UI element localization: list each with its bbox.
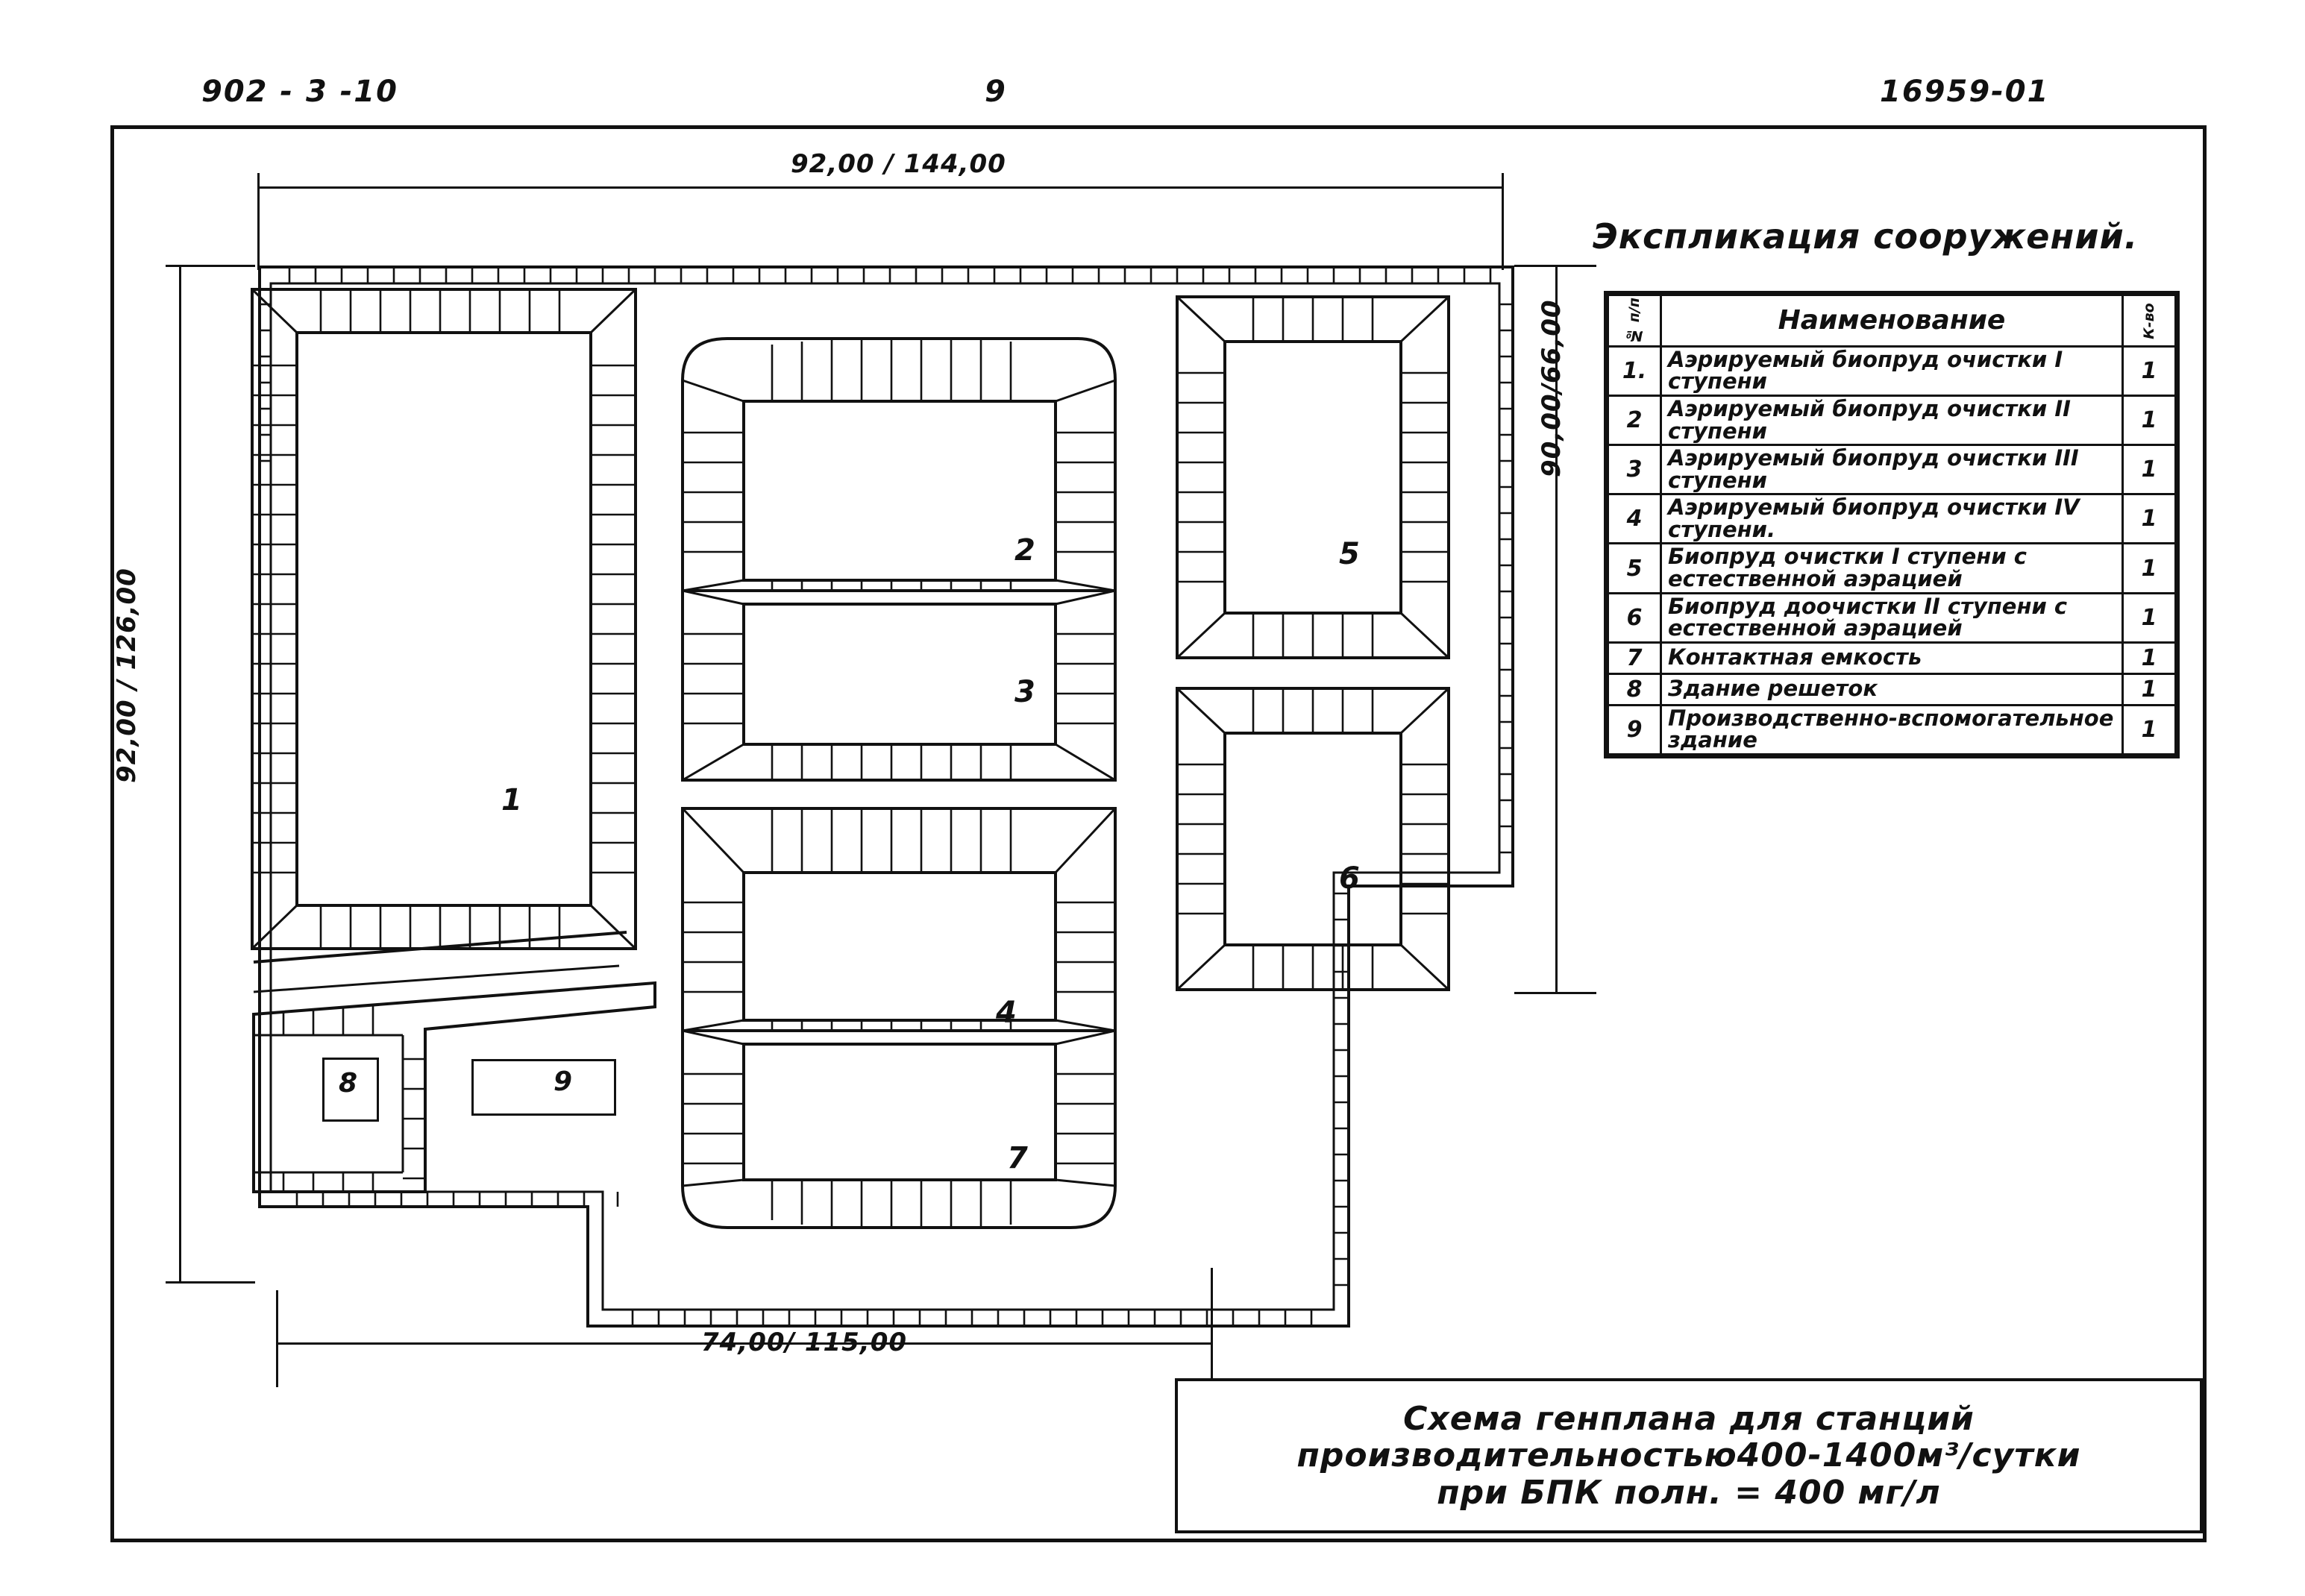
building-label-9: 9 (553, 1066, 573, 1097)
pond-label-2: 2 (1014, 533, 1035, 568)
legend-row-qty: 1 (2123, 593, 2176, 642)
building-label-8: 8 (339, 1068, 358, 1099)
legend-row-name: Аэрируемый биопруд очистки I ступени (1661, 346, 2123, 395)
table-row (1608, 544, 2176, 593)
legend-row-qty: 1 (2123, 705, 2176, 754)
legend-row-num: 2 (1608, 395, 1661, 444)
table-row (1608, 642, 2176, 673)
pond-5 (1171, 291, 1455, 664)
table-row (1608, 346, 2176, 395)
title-block-line-2: производительностью400-1400м³/сутки (1296, 1436, 2081, 1475)
legend-row-num: 9 (1608, 705, 1661, 754)
legend-header-num: № п/п (1608, 295, 1661, 347)
legend-row-qty: 1 (2123, 346, 2176, 395)
table-row (1608, 445, 2176, 494)
pond-label-3: 3 (1014, 675, 1035, 709)
sheet-code-left: 902 - 3 -10 (201, 75, 398, 109)
legend-row-num: 3 (1608, 445, 1661, 494)
dimension-label-bottom: 74,00/ 115,00 (701, 1328, 908, 1357)
pond-label-5: 5 (1339, 537, 1360, 571)
pond-label-1: 1 (501, 783, 522, 817)
legend-row-qty: 1 (2123, 673, 2176, 705)
sheet-page-number: 9 (985, 75, 1007, 109)
legend-row-qty: 1 (2123, 544, 2176, 593)
table-row (1608, 705, 2176, 754)
table-row (1608, 494, 2176, 544)
pond-2-3-block (675, 328, 1123, 791)
legend-row-qty: 1 (2123, 494, 2176, 544)
table-row (1608, 673, 2176, 705)
legend-header-row (1608, 295, 2176, 347)
legend-row-name: Контактная емкость (1661, 642, 2123, 673)
title-block-line-3: при БПК полн. = 400 мг/л (1437, 1473, 1941, 1512)
legend-row-qty: 1 (2123, 445, 2176, 494)
pond-label-7: 7 (1007, 1141, 1028, 1175)
table-row (1608, 593, 2176, 642)
legend-row-name: Аэрируемый биопруд очистки IV ступени. (1661, 494, 2123, 544)
dimension-label-top: 92,00 / 144,00 (791, 149, 1006, 179)
legend-row-num: 5 (1608, 544, 1661, 593)
table-row (1608, 395, 2176, 444)
building-9-box (471, 1059, 616, 1116)
legend-row-name: Аэрируемый биопруд очистки III ступени (1661, 445, 2123, 494)
legend-row-qty: 1 (2123, 395, 2176, 444)
legend-row-num: 7 (1608, 642, 1661, 673)
pond-1 (246, 283, 642, 955)
legend-row-name: Аэрируемый биопруд очистки II ступени (1661, 395, 2123, 444)
legend-title: Экспликация сооружений. (1593, 216, 2139, 257)
legend-row-name: Производственно-вспомогательное здание (1661, 705, 2123, 754)
dimension-label-left: 92,00 / 126,00 (112, 568, 142, 783)
legend-row-num: 4 (1608, 494, 1661, 544)
legend-row-name: Биопруд доочистки II ступени с естественной аэрацией (1661, 593, 2123, 642)
pond-4-7-block (675, 798, 1123, 1238)
sheet-code-right: 16959-01 (1880, 75, 2050, 109)
pond-label-6: 6 (1339, 861, 1360, 896)
legend-row-num: 6 (1608, 593, 1661, 642)
legend-row-name: Биопруд очистки I ступени с естественной аэрацией (1661, 544, 2123, 593)
pond-6 (1171, 682, 1455, 996)
legend-header-qty: К-во (2123, 295, 2176, 347)
legend-row-num: 8 (1608, 673, 1661, 705)
dimension-label-right: 90,00/66,00 (1537, 299, 1567, 477)
legend-row-num: 1. (1608, 346, 1661, 395)
legend-header-name: Наименование (1661, 295, 2123, 347)
legend-table (1604, 291, 2180, 758)
legend-row-qty: 1 (2123, 642, 2176, 673)
title-block (1175, 1378, 2203, 1533)
pond-label-4: 4 (996, 996, 1017, 1030)
legend-row-name: Здание решеток (1661, 673, 2123, 705)
title-block-line-1: Схема генплана для станций (1403, 1400, 1975, 1439)
